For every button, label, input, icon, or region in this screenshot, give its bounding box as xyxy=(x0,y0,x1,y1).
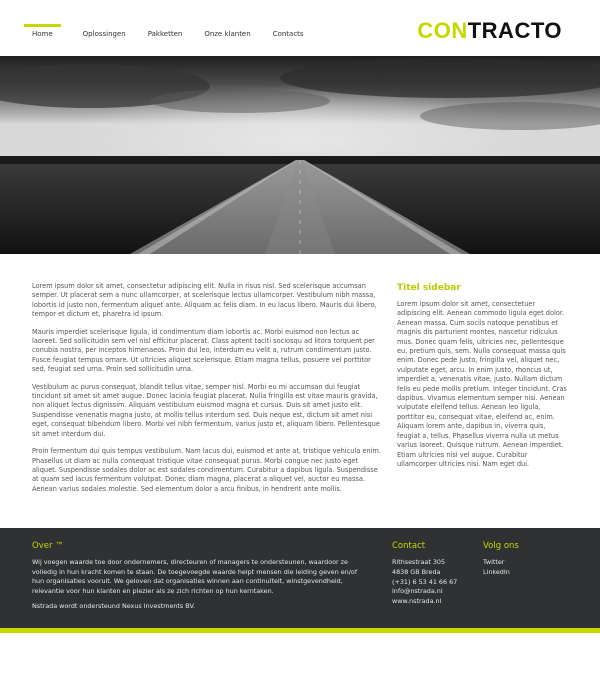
main-content xyxy=(32,282,384,502)
logo-part-2: TRACTO xyxy=(467,18,562,43)
footer-follow-title: Volg ons xyxy=(483,541,519,551)
contact-website-link[interactable]: www.nstrada.nl xyxy=(392,597,442,606)
content-paragraph: Proin fermentum dui quis tempus vestibulum. Nam lacus dui, euismod et ante at, tristique vehicula enim. Phasellus ut diam ac nulla consequat tristique vitae consequat purus. Morbi congue nec justo eget aliquet. Suspendisse sodales dolor ac est sodales condimentum. Curabitur a dapibus ligula. Suspendisse at quam sed lacus fermentum volutpat. Donec diam magna, placerat a aliquet vel, auctor eu massa. Aenean varius sodales molestie. Sed elementum dolor a arcu finibus, in hendrerit ante mollis. xyxy=(32,447,381,493)
footer-about xyxy=(32,541,362,612)
footer-contact-title: Contact xyxy=(392,541,426,551)
main-nav xyxy=(32,0,326,56)
twitter-link[interactable]: Twitter xyxy=(483,558,505,566)
contact-address: Rithsestraat 305 xyxy=(392,558,446,566)
linkedin-link[interactable]: LinkedIn xyxy=(483,567,510,576)
content-paragraph: Lorem ipsum dolor sit amet, consectetur adipiscing elit. Nulla in risus nisl. Sed scelerisque accumsan semper. Ut placerat sem a nunc ullamcorper, at scelerisque lectus ullamcorper. Vestibulum nibh massa, lobortis id justo non, fermentum aliquet ante. Aliquam ac felis diam. In eu lacus libero. Mauris dui libero, tempor et dictum et, pharetra id ipsum. xyxy=(32,282,377,319)
sidebar-text: Lorem ipsum dolor sit amet, consectetuer adipiscing elit. Aenean commodo ligula eget dolor. Aenean massa. Cum sociis natoque penatibus et magnis dis parturient montes, nascetur ridiculus mus. Donec quam felis, ultricies nec, pellentesque eu, pretium quis, sem. Nulla consequat massa quis enim. Donec pede justo, fringilla vel, aliquet nec, vulputate eget, arcu. In enim justo, rhoncus ut, imperdiet a, venenatis vitae, justo. Nullam dictum felis eu pede mollis pretium. Integer tincidunt. Cras dapibus. Vivamus elementum semper nisi. Aenean vulputate eleifend tellus. Aenean leo ligula, porttitor eu, consequat vitae, eleifend ac, enim. Aliquam lorem ante, dapibus in, viverra quis, feugiat a, tellus. Phasellus viverra nulla ut metus varius laoreet. Quisque rutrum. Aenean imperdiet. Etiam ultricies nisi vel augue. Curabitur ullamcorper ultricies nisi. Nam eget dui. xyxy=(397,300,567,468)
footer-about-text: Wij voegen waarde toe door ondernemers, directeuren of managers te ondersteunen, waardoor ze volledig in hun kracht komen te staan. De toegevoegde waarde helpt mensen die leiding geven en/of hun organisaties vooruit. We geloven dat organisaties winnen aan continuïteit, winstgevendheid, relevantie voor hun klanten en plezier als ze zich richten op hun kerntaken. xyxy=(32,558,358,595)
footer-accent-bar xyxy=(0,628,600,633)
sidebar xyxy=(397,282,569,469)
nav-item-contacts[interactable]: Contacts xyxy=(272,30,304,38)
site-footer xyxy=(0,528,600,628)
footer-about-note: Nstrada wordt ondersteund Nexus Investments BV. xyxy=(32,602,196,611)
footer-about-title: Over ™ xyxy=(32,541,64,551)
content-paragraph: Mauris imperdiet scelerisque ligula, id condimentum diam lobortis ac. Morbi euismod non lectus ac laoreet. Sed sollicitudin sem vel nisl efficitur placerat. Class aptent taciti sociosqu ad litora torquent per conubia nostra, per inceptos himenaeos. Proin dui leo, interdum eu velit a, rutrum condimentum justo. Fusce feugiat tempus ornare. Ut ultricies aliquet scelerisque. Etiam magna tellus, posuere vel porttitor sed, feugiat sed urna. Proin sed sollicitudin urna. xyxy=(32,327,375,374)
logo[interactable] xyxy=(417,19,562,43)
logo-part-1: CON xyxy=(417,18,468,43)
site-header xyxy=(0,0,600,56)
nav-item-home[interactable]: Home xyxy=(24,0,61,56)
nav-item-oplossingen[interactable]: Oplossingen xyxy=(82,30,126,38)
contact-postcode: 4838 GB Breda xyxy=(392,567,441,576)
footer-contact xyxy=(392,541,472,607)
nav-item-pakketten[interactable]: Pakketten xyxy=(147,30,183,38)
content-paragraph: Vestibulum ac purus consequat, blandit tellus vitae, semper nisl. Morbi eu mi accumsan dui feugiat tincidunt sit amet sit amet augue. Donec lacinia feugiat placerat. Nulla fringilla est vitae mauris gravida, non aliquet lectus dignissim. Aliquam vestibulum euismod magna et cursus. Duis sit amet justo elit. Suspendisse venenatis magna justo, at mollis tellus interdum sed. Duis neque est, dictum sit amet nisi eget, consequat bibendum libero. Morbi vel nibh fermentum, varius justo et, aliquam libero. Pellentesque sit amet interdum dui. xyxy=(32,382,380,438)
footer-follow xyxy=(483,541,563,578)
road-photo xyxy=(0,56,600,254)
sidebar-title: Titel sidebar xyxy=(397,283,461,293)
contact-email-link[interactable]: info@nstrada.nl xyxy=(392,587,443,596)
hero-image xyxy=(0,56,600,254)
contact-phone[interactable]: (+31) 6 53 41 66 67 xyxy=(392,577,458,586)
nav-item-onze-klanten[interactable]: Onze klanten xyxy=(204,30,251,38)
